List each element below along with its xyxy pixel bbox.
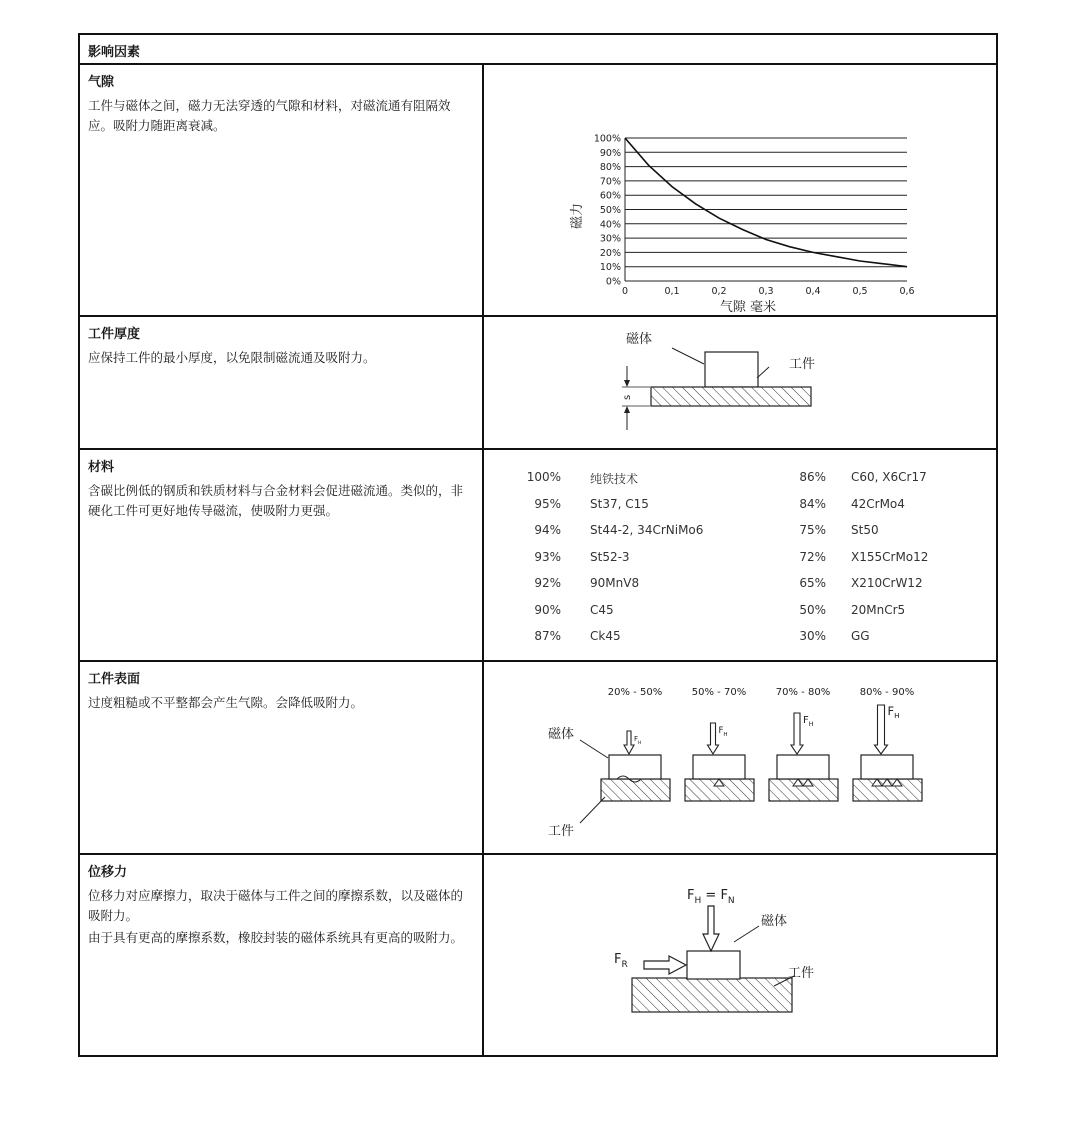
y-tick-label: 30% [599,233,621,245]
workpiece [769,779,838,801]
magnet-leader [672,348,704,364]
section-title: 气隙 [88,75,115,90]
force-curve [625,138,907,267]
y-tick-label: 60% [599,190,621,202]
material-percent: 65% [799,576,826,590]
material-percent: 100% [526,470,561,484]
force-arrow-icon [875,705,888,754]
y-tick-label: 40% [599,219,621,231]
material-percent: 30% [799,629,826,643]
workpiece-leader [580,797,605,823]
divider [80,660,996,662]
x-tick-label: 0,2 [711,286,727,297]
section-title: 工件厚度 [88,327,141,342]
section-surface [88,668,474,715]
air-gap-chart [484,66,998,314]
magnet-label: 磁体 [626,332,653,347]
influence-factors-table [78,33,998,1057]
material-name: St50 [851,523,879,537]
force-arrow-icon [708,723,719,754]
air-gap-figure [484,66,998,314]
force-label: $F_H$ [634,735,642,746]
magnet [705,352,758,387]
section-thickness [88,323,474,370]
shift-force-label: $F_R$ [614,952,628,970]
magnet [609,755,661,779]
range-label: 50% - 70% [691,687,747,698]
workpiece-label: 工件 [788,966,815,981]
magnet-label: 磁体 [761,914,788,929]
material-percent: 84% [799,496,826,511]
divider [80,63,996,65]
table-header: 影响因素 [88,45,141,60]
material-name: 20MnCr5 [851,602,906,617]
section-title: 位移力 [88,865,128,880]
x-tick-label: 0,5 [852,286,868,297]
shift-force-arrow-icon [644,956,686,974]
workpiece-label: 工件 [548,824,575,839]
material-name: X155CrMo12 [851,549,929,564]
material-percent: 86% [799,470,826,484]
workpiece [632,978,792,1012]
magnet [693,755,745,779]
force-equation: $F_H = F_N$ [687,888,735,906]
x-tick-label: 0,3 [758,286,774,297]
thickness-figure [484,318,998,446]
magnet-leader [734,926,759,942]
x-tick-label: 0,1 [664,286,680,297]
thickness-label: s [622,394,633,400]
material-name: 纯铁技术 [590,472,639,486]
magnet [861,755,913,779]
workpiece-label: 工件 [789,357,816,372]
shift-force-figure [484,856,998,1056]
material-name: C45 [590,602,614,617]
section-title: 工件表面 [88,672,141,687]
magnet-label: 磁体 [548,727,575,742]
material-percent: 50% [799,602,826,617]
section-air-gap [88,71,474,138]
range-label: 80% - 90% [859,687,915,698]
y-tick-label: 0% [605,276,621,288]
y-axis-label: 磁力 [570,202,585,230]
x-tick-label: 0,4 [805,286,821,297]
x-tick-label: 0 [621,286,629,297]
magnet [687,951,740,979]
y-tick-label: 90% [599,147,621,159]
holding-force-arrow-icon [703,906,719,951]
dimension-arrow [624,380,630,387]
range-label: 20% - 50% [607,687,663,698]
material-percent: 95% [534,496,561,511]
force-label: $F_H$ [887,704,900,720]
y-tick-label: 100% [593,133,621,145]
force-label: $F_H$ [803,715,814,728]
y-tick-label: 10% [599,262,621,274]
workpiece-leader [757,367,769,378]
material-percent: 87% [534,629,561,643]
material-name: St52-3 [590,549,630,564]
divider [80,853,996,855]
y-tick-label: 50% [599,205,621,216]
material-percent: 90% [534,602,561,617]
dimension-arrow [624,406,630,413]
y-tick-label: 80% [599,162,621,174]
section-text: 过度粗糙或不平整都会产生气隙。会降低吸附力。 [88,695,364,710]
material-name: 42CrMo4 [851,496,905,511]
magnet-leader [580,740,608,758]
force-label: $F_H$ [718,726,728,738]
magnet [777,755,829,779]
divider [80,315,996,317]
material-name: St37, C15 [590,496,649,511]
y-tick-label: 70% [599,176,621,188]
section-title: 材料 [88,460,115,475]
divider [80,448,996,450]
material-name: St44-2, 34CrNiMo6 [590,523,704,537]
x-axis-label: 气隙 毫米 [719,300,777,314]
workpiece [651,387,811,406]
section-text: 应保持工件的最小厚度，以免限制磁流通及吸附力。 [88,350,376,365]
material-percent: 75% [799,523,826,537]
section-text: 含碳比例低的钢质和铁质材料与合金材料会促进磁流通。类似的，非硬化工件可更好地传导磁流，使吸附力更强。 [88,483,464,518]
material-name: X210CrW12 [851,576,923,590]
force-arrow-icon [624,731,634,754]
force-arrow-icon [791,713,803,754]
material-name: Ck45 [590,629,621,643]
range-label: 70% - 80% [775,687,831,698]
material-percent: 93% [534,549,561,564]
material-name: C60, X6Cr17 [851,470,927,484]
section-shift-force [88,861,474,950]
material-name: 90MnV8 [590,576,640,590]
section-text: 位移力对应摩擦力，取决于磁体与工件之间的摩擦系数，以及磁体的吸附力。 [88,888,464,923]
section-text: 工件与磁体之间，磁力无法穿透的气隙和材料，对磁流通有阻隔效应。吸附力随距离衰减。 [88,98,451,133]
x-tick-label: 0,6 [899,286,915,297]
material-name: GG [851,629,870,643]
surface-figure [484,663,998,851]
material-percent: 72% [799,549,826,564]
section-text: 由于具有更高的摩擦系数，橡胶封装的磁体系统具有更高的吸附力。 [88,930,464,945]
materials-list [484,451,998,659]
section-materials [88,456,474,523]
y-tick-label: 20% [599,247,621,259]
material-percent: 94% [534,523,561,537]
material-percent: 92% [534,576,561,590]
